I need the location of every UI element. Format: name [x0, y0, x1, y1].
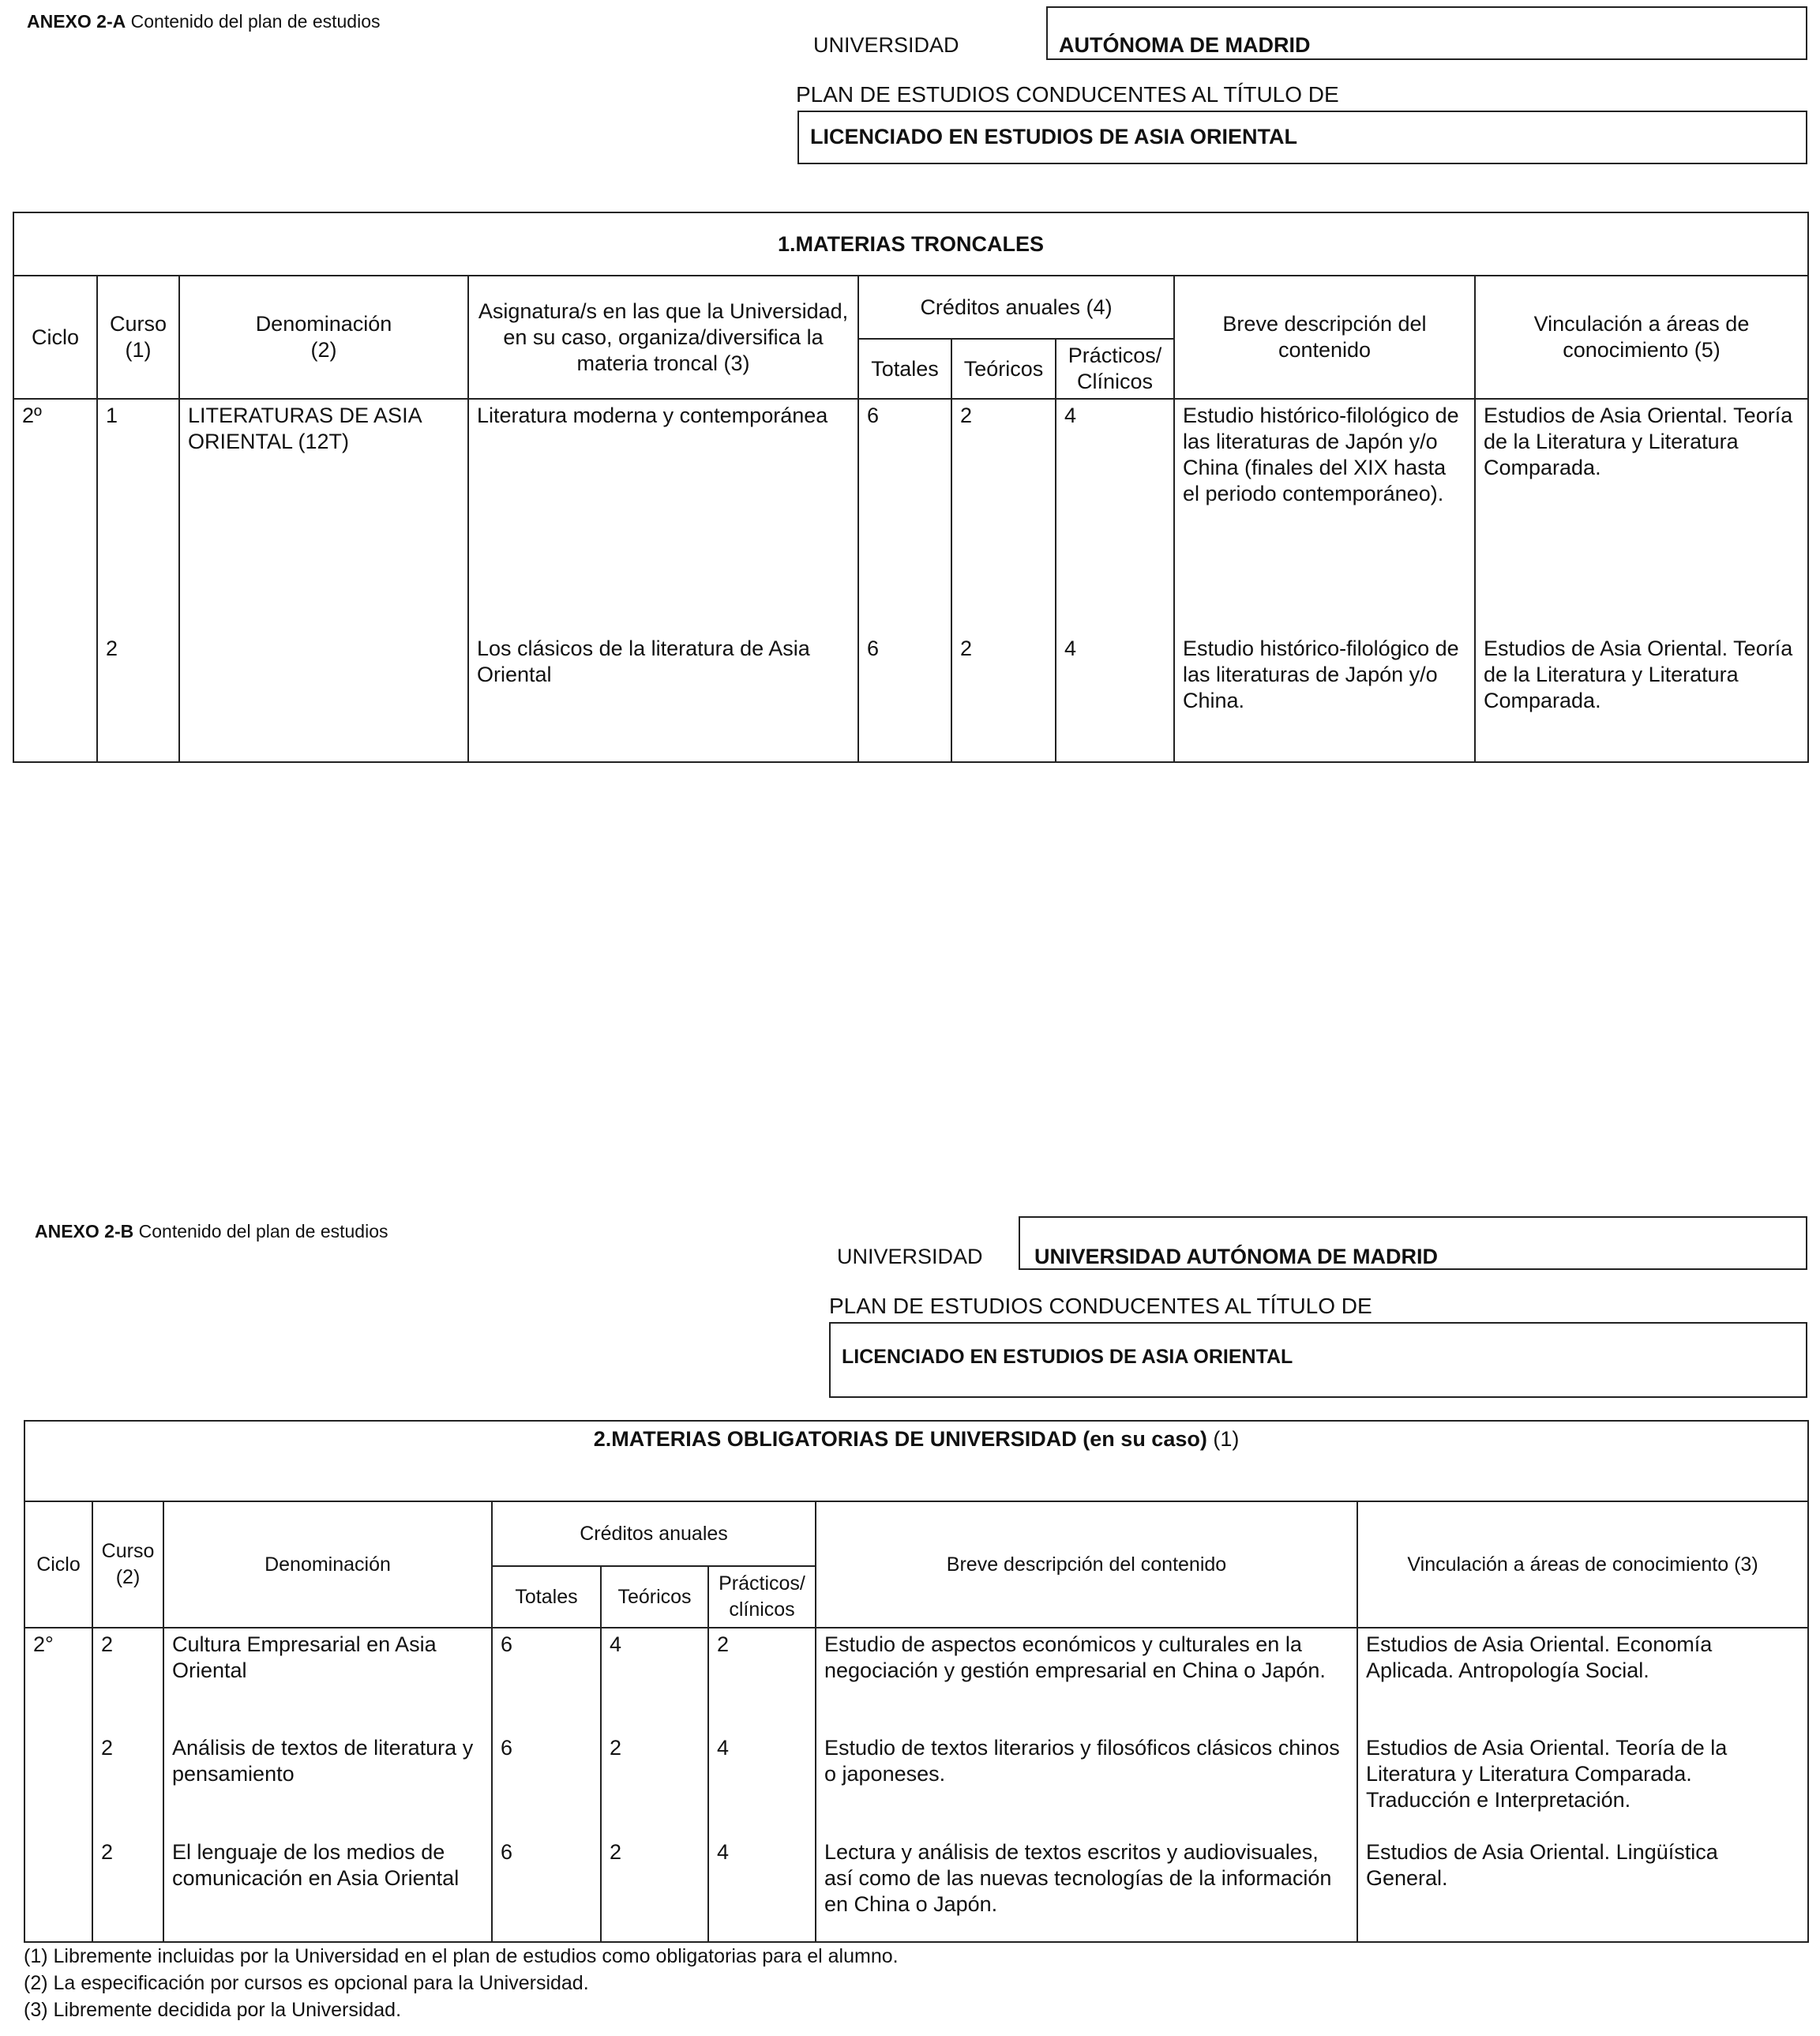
cell-ciclo	[24, 1836, 92, 1942]
anexo-text: Contenido del plan de estudios	[138, 1221, 388, 1242]
table-row	[13, 399, 1808, 633]
cell-ciclo: 2º	[13, 399, 97, 633]
table-title	[24, 1421, 1808, 1501]
header-teoricos: Teóricos	[601, 1566, 708, 1628]
cell-curso: 2	[92, 1628, 163, 1732]
header-denominacion-label: Denominación	[255, 312, 392, 336]
universidad-label: UNIVERSIDAD	[837, 1245, 983, 1268]
cell-totales: 6	[492, 1732, 601, 1836]
cell-practicos: 4	[708, 1836, 816, 1942]
cell-teoricos: 4	[601, 1628, 708, 1732]
header-ciclo: Ciclo	[13, 276, 97, 399]
header-asignatura: Asignatura/s en las que la Universidad, en su caso, organiza/diversifica la materia troncal (3)	[468, 276, 858, 399]
cell-curso: 2	[97, 633, 179, 762]
cell-descripcion: Estudio de textos literarios y filosóficos clásicos chinos o japoneses.	[816, 1732, 1357, 1836]
table-title-note: (1)	[1213, 1427, 1240, 1451]
table-row	[13, 633, 1808, 762]
cell-teoricos: 2	[601, 1732, 708, 1836]
cell-totales: 6	[492, 1628, 601, 1732]
header-teoricos: Teóricos	[951, 339, 1056, 399]
cell-ciclo	[13, 633, 97, 762]
cell-asignatura: Los clásicos de la literatura de Asia Oriental	[468, 633, 858, 762]
cell-vinculacion: Estudios de Asia Oriental. Teoría de la Literatura y Literatura Comparada. Traducción e Interpretación.	[1357, 1732, 1808, 1836]
cell-teoricos: 2	[951, 399, 1056, 633]
cell-ciclo: 2°	[24, 1628, 92, 1732]
titulo-value: LICENCIADO EN ESTUDIOS DE ASIA ORIENTAL	[810, 125, 1298, 148]
header-vinculacion: Vinculación a áreas de conocimiento (5)	[1475, 276, 1808, 399]
cell-denominacion: LITERATURAS DE ASIA ORIENTAL (12T)	[179, 399, 468, 633]
table-title: 1.MATERIAS TRONCALES	[13, 212, 1808, 276]
cell-descripcion: Estudio histórico-filológico de las literaturas de Japón y/o China (finales del XIX hasta el periodo contemporáneo).	[1174, 399, 1475, 633]
cell-curso: 1	[97, 399, 179, 633]
cell-practicos: 4	[1056, 399, 1174, 633]
universidad-label: UNIVERSIDAD	[813, 33, 959, 57]
cell-practicos: 2	[708, 1628, 816, 1732]
header-denominacion: Denominación	[163, 1501, 492, 1628]
cell-denominacion: Análisis de textos de literatura y pensamiento	[163, 1732, 492, 1836]
cell-practicos: 4	[708, 1732, 816, 1836]
header-creditos: Créditos anuales	[492, 1501, 816, 1566]
cell-practicos: 4	[1056, 633, 1174, 762]
header-descripcion: Breve descripción del contenido	[816, 1501, 1357, 1628]
cell-descripcion: Lectura y análisis de textos escritos y audiovisuales, así como de las nuevas tecnologías de la información en China o Japón.	[816, 1836, 1357, 1942]
footnote-2: (2) La especificación por cursos es opcional para la Universidad.	[24, 1972, 589, 1994]
cell-vinculacion: Estudios de Asia Oriental. Teoría de la Literatura y Literatura Comparada.	[1475, 399, 1808, 633]
cell-descripcion: Estudio histórico-filológico de las literaturas de Japón y/o China.	[1174, 633, 1475, 762]
anexo-code: ANEXO 2-B	[35, 1221, 134, 1242]
header-curso-label: Curso	[101, 1540, 155, 1562]
cell-denominacion: El lenguaje de los medios de comunicación en Asia Oriental	[163, 1836, 492, 1942]
cell-teoricos: 2	[601, 1836, 708, 1942]
header-practicos: Prácticos/ Clínicos	[1056, 339, 1174, 399]
header-ciclo: Ciclo	[24, 1501, 92, 1628]
cell-denominacion	[179, 633, 468, 762]
footnote-1: (1) Libremente incluidas por la Universidad en el plan de estudios como obligatorias para el alumno.	[24, 1945, 899, 1967]
table-title-text: 2.MATERIAS OBLIGATORIAS DE UNIVERSIDAD (en su caso)	[593, 1427, 1207, 1451]
header-curso-label: Curso	[109, 312, 167, 336]
cell-denominacion: Cultura Empresarial en Asia Oriental	[163, 1628, 492, 1732]
cell-asignatura: Literatura moderna y contemporánea	[468, 399, 858, 633]
header-creditos: Créditos anuales (4)	[858, 276, 1174, 339]
cell-teoricos: 2	[951, 633, 1056, 762]
table-row	[24, 1836, 1808, 1942]
anexo-2a-heading	[27, 11, 381, 32]
cell-vinculacion: Estudios de Asia Oriental. Economía Aplicada. Antropología Social.	[1357, 1628, 1808, 1732]
header-totales: Totales	[492, 1566, 601, 1628]
footnote-3: (3) Libremente decidida por la Universidad.	[24, 1999, 402, 2021]
header-denominacion	[179, 276, 468, 399]
universidad-value: UNIVERSIDAD AUTÓNOMA DE MADRID	[1034, 1245, 1438, 1268]
cell-descripcion: Estudio de aspectos económicos y culturales en la negociación y gestión empresarial en China o Japón.	[816, 1628, 1357, 1732]
table-row	[24, 1628, 1808, 1732]
universidad-box	[1019, 1216, 1807, 1270]
anexo-text: Contenido del plan de estudios	[130, 11, 381, 32]
header-descripcion: Breve descripción del contenido	[1174, 276, 1475, 399]
footnotes	[24, 1943, 899, 2023]
universidad-box	[1046, 6, 1807, 60]
header-denominacion-note: (2)	[310, 338, 337, 362]
cell-curso: 2	[92, 1836, 163, 1942]
header-practicos: Prácticos/ clínicos	[708, 1566, 816, 1628]
header-curso-note: (1)	[125, 338, 152, 362]
cell-vinculacion: Estudios de Asia Oriental. Teoría de la Literatura y Literatura Comparada.	[1475, 633, 1808, 762]
titulo-box	[797, 111, 1807, 164]
universidad-value: AUTÓNOMA DE MADRID	[1059, 33, 1311, 57]
cell-totales: 6	[858, 633, 951, 762]
header-vinculacion: Vinculación a áreas de conocimiento (3)	[1357, 1501, 1808, 1628]
anexo-2b-heading	[35, 1221, 388, 1242]
table-row	[24, 1732, 1808, 1836]
titulo-box	[829, 1322, 1807, 1398]
anexo-code: ANEXO 2-A	[27, 11, 126, 32]
materias-troncales-table	[13, 212, 1809, 763]
header-curso	[97, 276, 179, 399]
plan-label: PLAN DE ESTUDIOS CONDUCENTES AL TÍTULO DE	[829, 1294, 1372, 1318]
materias-obligatorias-table	[24, 1420, 1809, 1943]
header-curso-note: (2)	[115, 1566, 141, 1588]
plan-label: PLAN DE ESTUDIOS CONDUCENTES AL TÍTULO DE	[796, 82, 1339, 107]
cell-totales: 6	[492, 1836, 601, 1942]
header-curso	[92, 1501, 163, 1628]
cell-ciclo	[24, 1732, 92, 1836]
cell-totales: 6	[858, 399, 951, 633]
cell-vinculacion: Estudios de Asia Oriental. Lingüística General.	[1357, 1836, 1808, 1942]
cell-curso: 2	[92, 1732, 163, 1836]
titulo-value: LICENCIADO EN ESTUDIOS DE ASIA ORIENTAL	[842, 1346, 1293, 1368]
header-totales: Totales	[858, 339, 951, 399]
